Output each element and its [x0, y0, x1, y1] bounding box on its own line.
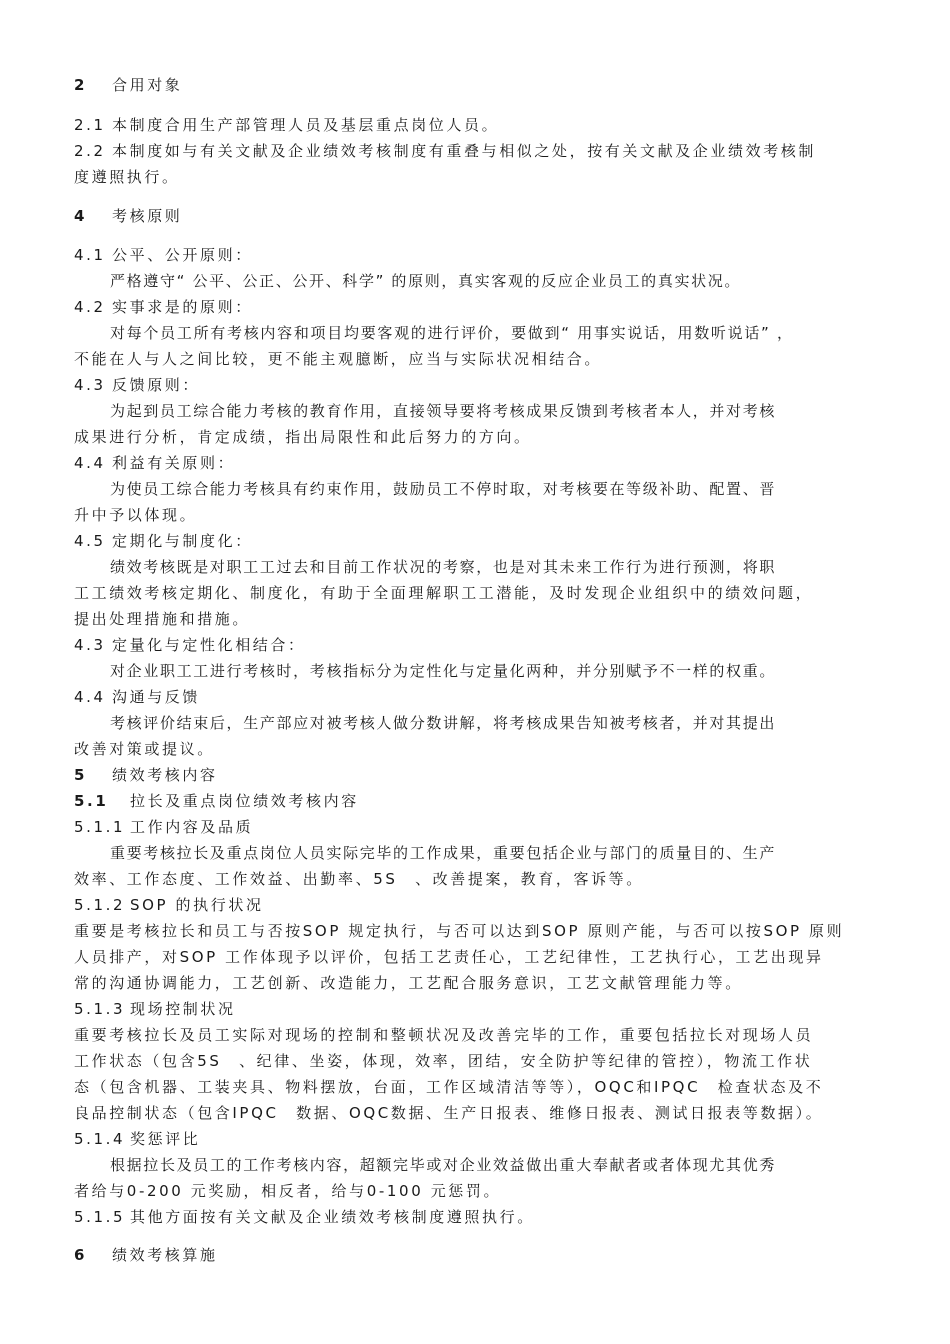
paragraph-line: 人员排产，对SOP 工作体现予以评价，包括工艺责任心，工艺纪律性，工艺执行心，工艺出现异 [74, 948, 824, 966]
clause-title: 5.1.3 现场控制状况 [74, 1000, 236, 1018]
paragraph-line: 效率、工作态度、工作效益、出勤率、5S 、改善提案，教育，客诉等。 [74, 870, 644, 888]
section-heading: 2 合用对象 [74, 76, 183, 94]
paragraph-line: 重要考核拉长及员工实际对现场的控制和整顿状况及改善完毕的工作，重要包括拉长对现场人员 [74, 1026, 814, 1044]
paragraph-line: 工作状态（包含5S 、纪律、坐姿，体现，效率，团结，安全防护等纪律的管控），物流工作状 [74, 1052, 813, 1070]
section-heading: 5 绩效考核内容 [74, 766, 218, 784]
paragraph-line: 升中予以体现。 [74, 506, 198, 524]
clause-title: 4.2 实事求是的原则： [74, 298, 253, 316]
clause-title: 4.3 定量化与定性化相结合： [74, 636, 306, 654]
section-heading: 4 考核原则 [74, 207, 183, 225]
clause-continuation: 度遵照执行。 [74, 168, 180, 186]
paragraph-line: 对每个员工所有考核内容和项目均要客观的进行评价，要做到“ 用事实说话，用数听说话” ， [110, 324, 794, 342]
paragraph-line: 态（包含机器、工装夹具、物料摆放，台面，工作区域清洁等等），OQC和IPQC 检查状态及不 [74, 1078, 824, 1096]
paragraph-line: 严格遵守“ 公平、公正、公开、科学” 的原则，真实客观的反应企业员工的真实状况。 [110, 272, 742, 290]
clause: 2.1 本制度合用生产部管理人员及基层重点岗位人员。 [74, 116, 500, 134]
clause-title: 4.5 定期化与制度化： [74, 532, 253, 550]
paragraph-line: 重要是考核拉长和员工与否按SOP 规定执行，与否可以达到SOP 原则产能，与否可以按SOP 原则 [74, 922, 845, 940]
paragraph-line: 良品控制状态（包含IPQC 数据、OQC数据、生产日报表、维修日报表、测试日报表等数据）。 [74, 1104, 824, 1122]
clause: 5.1.5 其他方面按有关文献及企业绩效考核制度遵照执行。 [74, 1208, 535, 1226]
paragraph-line: 不能在人与人之间比较，更不能主观臆断，应当与实际状况相结合。 [74, 350, 603, 368]
paragraph-line: 考核评价结束后，生产部应对被考核人做分数讲解，将考核成果告知被考核者，并对其提出 [110, 714, 777, 732]
paragraph-line: 常的沟通协调能力，工艺创新、改造能力，工艺配合服务意识，工艺文献管理能力等。 [74, 974, 743, 992]
paragraph-line: 改善对策或提议。 [74, 740, 215, 758]
clause-title: 4.1 公平、公开原则： [74, 246, 253, 264]
paragraph-line: 工工绩效考核定期化、制度化，有助于全面理解职工工潜能，及时发现企业组织中的绩效问题， [74, 584, 814, 602]
clause-title: 4.4 沟通与反馈 [74, 688, 201, 706]
paragraph-line: 对企业职工工进行考核时，考核指标分为定性化与定量化两种，并分别赋予不一样的权重。 [110, 662, 777, 680]
subsection-heading: 5.1 拉长及重点岗位绩效考核内容 [74, 792, 359, 810]
paragraph-line: 绩效考核既是对职工工过去和目前工作状况的考察，也是对其未来工作行为进行预测，将职 [110, 558, 777, 576]
paragraph-line: 重要考核拉长及重点岗位人员实际完毕的工作成果，重要包括企业与部门的质量目的、生产 [110, 844, 777, 862]
clause-title: 4.3 反馈原则： [74, 376, 201, 394]
paragraph-line: 为起到员工综合能力考核的教育作用，直接领导要将考核成果反馈到考核者本人，并对考核 [110, 402, 777, 420]
clause-title: 5.1.4 奖惩评比 [74, 1130, 201, 1148]
paragraph-line: 者给与0-200 元奖励，相反者，给与0-100 元惩罚。 [74, 1182, 502, 1200]
paragraph-line: 成果进行分析，肯定成绩，指出局限性和此后努力的方向。 [74, 428, 532, 446]
clause-title: 5.1.1 工作内容及品质 [74, 818, 254, 836]
clause-title: 5.1.2 SOP 的执行状况 [74, 896, 264, 914]
clause: 2.2 本制度如与有关文献及企业绩效考核制度有重叠与相似之处，按有关文献及企业绩效考核制 [74, 142, 817, 160]
section-heading: 6 绩效考核算施 [74, 1246, 218, 1264]
paragraph-line: 为使员工综合能力考核具有约束作用，鼓励员工不停时取，对考核要在等级补助、配置、晋 [110, 480, 777, 498]
paragraph-line: 根据拉长及员工的工作考核内容，超额完毕或对企业效益做出重大奉献者或者体现尤其优秀 [110, 1156, 777, 1174]
clause-title: 4.4 利益有关原则： [74, 454, 236, 472]
paragraph-line: 提出处理措施和措施。 [74, 610, 251, 628]
